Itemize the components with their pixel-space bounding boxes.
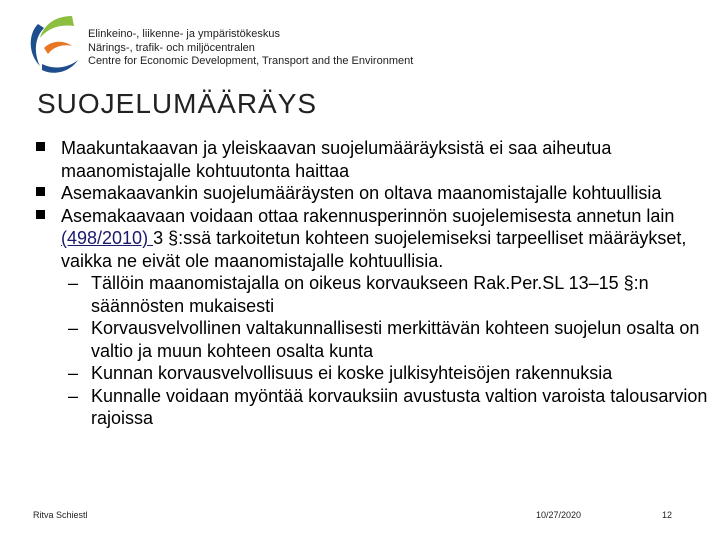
sub-bullet-text: Kunnalle voidaan myöntää korvauksiin avustusta valtion varoista talousarvion rajoissa	[91, 385, 708, 428]
org-line-fi: Elinkeino-, liikenne- ja ympäristökeskus	[88, 28, 280, 40]
sub-bullet-text: Korvausvelvollinen valtakunnallisesti merkittävän kohteen suojelun osalta on valtio ja muun kohteen osalta kunta	[91, 318, 700, 361]
footer-page-number: 12	[662, 510, 673, 520]
square-bullet-icon	[36, 210, 45, 219]
bullet-text: Asemakaavankin suojelumääräysten on oltava maanomistajalle kohtuullisia	[61, 183, 662, 203]
square-bullet-icon	[36, 142, 45, 151]
bullet-item	[36, 182, 712, 205]
slide-content	[36, 137, 712, 430]
org-line-en: Centre for Economic Development, Transport and the Environment	[88, 55, 414, 67]
slide-title: SUOJELUMÄÄRÄYS	[37, 88, 318, 119]
sub-bullet-item	[36, 385, 712, 430]
sub-bullet-text: Kunnan korvausvelvollisuus ei koske julkisyhteisöjen rakennuksia	[91, 363, 613, 383]
org-line-sv: Närings-, trafik- och miljöcentralen	[88, 41, 255, 54]
sub-bullet-item	[36, 362, 712, 385]
ely-centre-logo-icon	[22, 12, 82, 76]
bullet-text-after-link: 3 §:ssä tarkoitetun kohteen suojelemiseksi tarpeelliset määräykset, vaikka ne eivät ole maanomistajalle kohtuullisia.	[61, 228, 687, 271]
sub-bullet-item	[36, 317, 712, 362]
bullet-text: Maakuntakaavan ja yleiskaavan suojelumääräyksistä ei saa aiheutua maanomistajalle kohtuutonta haittaa	[61, 138, 612, 181]
square-bullet-icon	[36, 187, 45, 196]
dash-bullet-icon: –	[68, 363, 79, 383]
dash-bullet-icon: –	[68, 318, 79, 338]
footer-date: 10/27/2020	[536, 510, 582, 520]
bullet-item	[36, 205, 712, 273]
bullet-text-before-link: Asemakaavaan voidaan ottaa rakennusperinnön suojelemisesta annetun lain	[61, 205, 675, 226]
organization-name	[88, 28, 413, 69]
footer-author: Ritva Schiestl	[33, 510, 88, 520]
dash-bullet-icon: –	[68, 385, 79, 406]
law-link[interactable]: (498/2010)	[61, 228, 154, 248]
sub-bullet-item	[36, 272, 712, 317]
sub-bullet-text: Tällöin maanomistajalla on oikeus korvaukseen Rak.Per.SL 13–15 §:n säännösten mukaisesti	[91, 273, 649, 316]
dash-bullet-icon: –	[68, 273, 79, 293]
bullet-item	[36, 137, 712, 182]
